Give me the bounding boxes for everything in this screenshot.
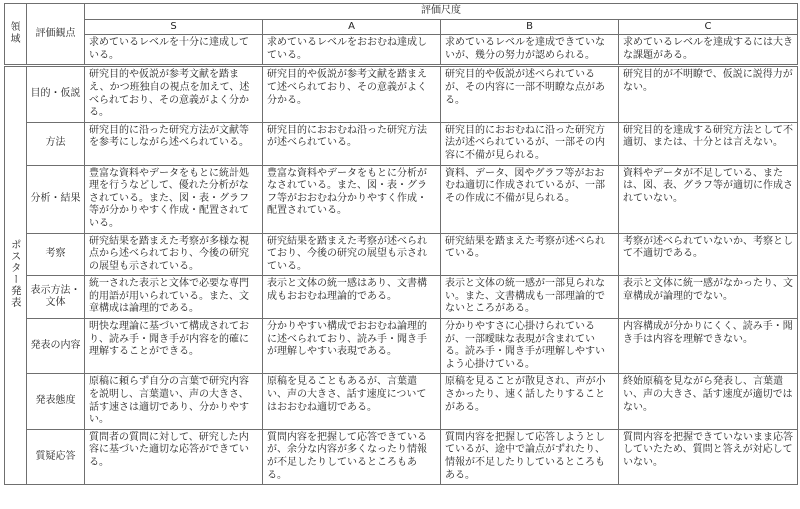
criterion-s: 明快な理論に基づいて構成されており、読み手・聞き手が内容を的確に理解することができる。 xyxy=(85,319,263,374)
criterion-b: 研究結果を踏まえた考察が述べられている。 xyxy=(441,233,619,276)
grade-c-description: 求めているレベルを達成するには大きな課題がある。 xyxy=(619,35,798,66)
domain-label: ポスター発表 xyxy=(9,238,22,308)
criterion-b: 研究目的におおむねに沿った研究方法が述べられているが、一部その内容に不備が見られる。 xyxy=(441,122,619,165)
domain-header: 領域 xyxy=(5,4,27,66)
table-row xyxy=(5,276,798,319)
criterion-c: 資料やデータが不足している、または、図、表、グラフ等が適切に作成されていない。 xyxy=(619,165,798,233)
grade-a-letter: A xyxy=(263,19,441,35)
grade-s-description: 求めているレベルを十分に達成している。 xyxy=(85,35,263,66)
table-row xyxy=(5,374,798,429)
criterion-c: 終始原稿を見ながら発表し、言葉遣い、声の大きさ、話す速度が適切ではない。 xyxy=(619,374,798,429)
header-row-grades xyxy=(5,19,798,35)
table-row xyxy=(5,319,798,374)
criterion-b: 研究目的や仮説が述べられているが、その内容に一部不明瞭な点がある。 xyxy=(441,66,619,122)
criterion-a: 分かりやすい構成でおおむね論理的に述べられており、読み手・聞き手が理解しやすい表現である。 xyxy=(263,319,441,374)
criterion-a: 研究結果を踏まえた考察が述べられており、今後の研究の展望も示されている。 xyxy=(263,233,441,276)
aspect-cell: 方法 xyxy=(27,122,85,165)
aspect-cell: 目的・仮説 xyxy=(27,66,85,122)
grade-s-letter: S xyxy=(85,19,263,35)
criterion-b: 質問内容を把握して応答しようとしているが、途中で論点がずれたり、情報が不足したりしているところもある。 xyxy=(441,429,619,484)
criterion-c: 研究目的を達成する研究方法として不適切、または、十分とは言えない。 xyxy=(619,122,798,165)
criterion-a: 研究目的や仮説が参考文献を踏まえて述べられており、その意義がよく分かる。 xyxy=(263,66,441,122)
grade-b-description: 求めているレベルを達成できていないが、幾分の努力が認められる。 xyxy=(441,35,619,66)
aspect-cell: 発表の内容 xyxy=(27,319,85,374)
aspect-cell: 表示方法・文体 xyxy=(27,276,85,319)
table-row xyxy=(5,66,798,122)
criterion-c: 表示と文体に統一感がなかったり、文章構成が論理的でない。 xyxy=(619,276,798,319)
rubric-table xyxy=(4,3,798,485)
criterion-c: 考察が述べられていないか、考察として不適切である。 xyxy=(619,233,798,276)
table-row xyxy=(5,233,798,276)
table-row xyxy=(5,429,798,484)
aspect-cell: 質疑応答 xyxy=(27,429,85,484)
aspect-header: 評価観点 xyxy=(27,4,85,66)
table-row xyxy=(5,165,798,233)
criterion-a: 豊富な資料やデータをもとに分析がなされている。また、図・表・グラフ等がおおむね分かりやすく作成・配置されている。 xyxy=(263,165,441,233)
header-row-1 xyxy=(5,4,798,20)
grade-a-description: 求めているレベルをおおむね達成している。 xyxy=(263,35,441,66)
header-row-descriptions xyxy=(5,35,798,66)
criterion-b: 分かりやすさに心掛けられているが、一部曖昧な表現が含まれている。読み手・聞き手が理解しやすいよう心掛けている。 xyxy=(441,319,619,374)
criterion-a: 質問内容を把握して応答できているが、余分な内容が多くなったり情報が不足したりしているところもある。 xyxy=(263,429,441,484)
criterion-s: 統一された表示と文体で必要な専門的用語が用いられている。また、文章構成は論理的である。 xyxy=(85,276,263,319)
criterion-c: 研究目的が不明瞭で、仮説に説得力がない。 xyxy=(619,66,798,122)
criterion-s: 原稿に頼らず自分の言葉で研究内容を説明し、言葉遣い、声の大きさ、話す速さは適切であり、分かりやすい。 xyxy=(85,374,263,429)
criterion-s: 研究目的や仮説が参考文献を踏まえ、かつ班独自の視点を加えて、述べられており、その意義がよく分かる。 xyxy=(85,66,263,122)
aspect-cell: 分析・結果 xyxy=(27,165,85,233)
criterion-a: 研究目的におおむね沿った研究方法が述べられている。 xyxy=(263,122,441,165)
criterion-s: 質問者の質問に対して、研究した内容に基づいた適切な応答ができている。 xyxy=(85,429,263,484)
grade-b-letter: B xyxy=(441,19,619,35)
criterion-a: 表示と文体の統一感はあり、文書構成もおおむね理論的である。 xyxy=(263,276,441,319)
criterion-a: 原稿を見ることもあるが、言葉遣い、声の大きさ、話す速度についてはおおむね適切である。 xyxy=(263,374,441,429)
grade-c-letter: C xyxy=(619,19,798,35)
criterion-c: 質問内容を把握できていないまま応答していたため、質問と答えが対応していない。 xyxy=(619,429,798,484)
domain-cell xyxy=(5,66,27,485)
criterion-s: 研究目的に沿った研究方法が文献等を参考にしながら述べられている。 xyxy=(85,122,263,165)
criterion-b: 資料、データ、図やグラフ等がおおむね適切に作成されているが、一部その作成に不備が見られる。 xyxy=(441,165,619,233)
scale-header: 評価尺度 xyxy=(85,4,798,20)
aspect-cell: 発表態度 xyxy=(27,374,85,429)
criterion-b: 原稿を見ることが散見され、声が小さかったり、速く話したりすることがある。 xyxy=(441,374,619,429)
table-row xyxy=(5,122,798,165)
aspect-cell: 考察 xyxy=(27,233,85,276)
criterion-s: 研究結果を踏まえた考察が多様な視点から述べられており、今後の研究の展望も示されている。 xyxy=(85,233,263,276)
criterion-c: 内容構成が分かりにくく、読み手・聞き手は内容を理解できない。 xyxy=(619,319,798,374)
criterion-s: 豊富な資料やデータをもとに統計処理を行うなどして、優れた分析がなされている。また、図・表・グラフ等が分かりやすく作成・配置されている。 xyxy=(85,165,263,233)
criterion-b: 表示と文体の統一感が一部見られない。また、文書構成も一部理論的でないところがある。 xyxy=(441,276,619,319)
